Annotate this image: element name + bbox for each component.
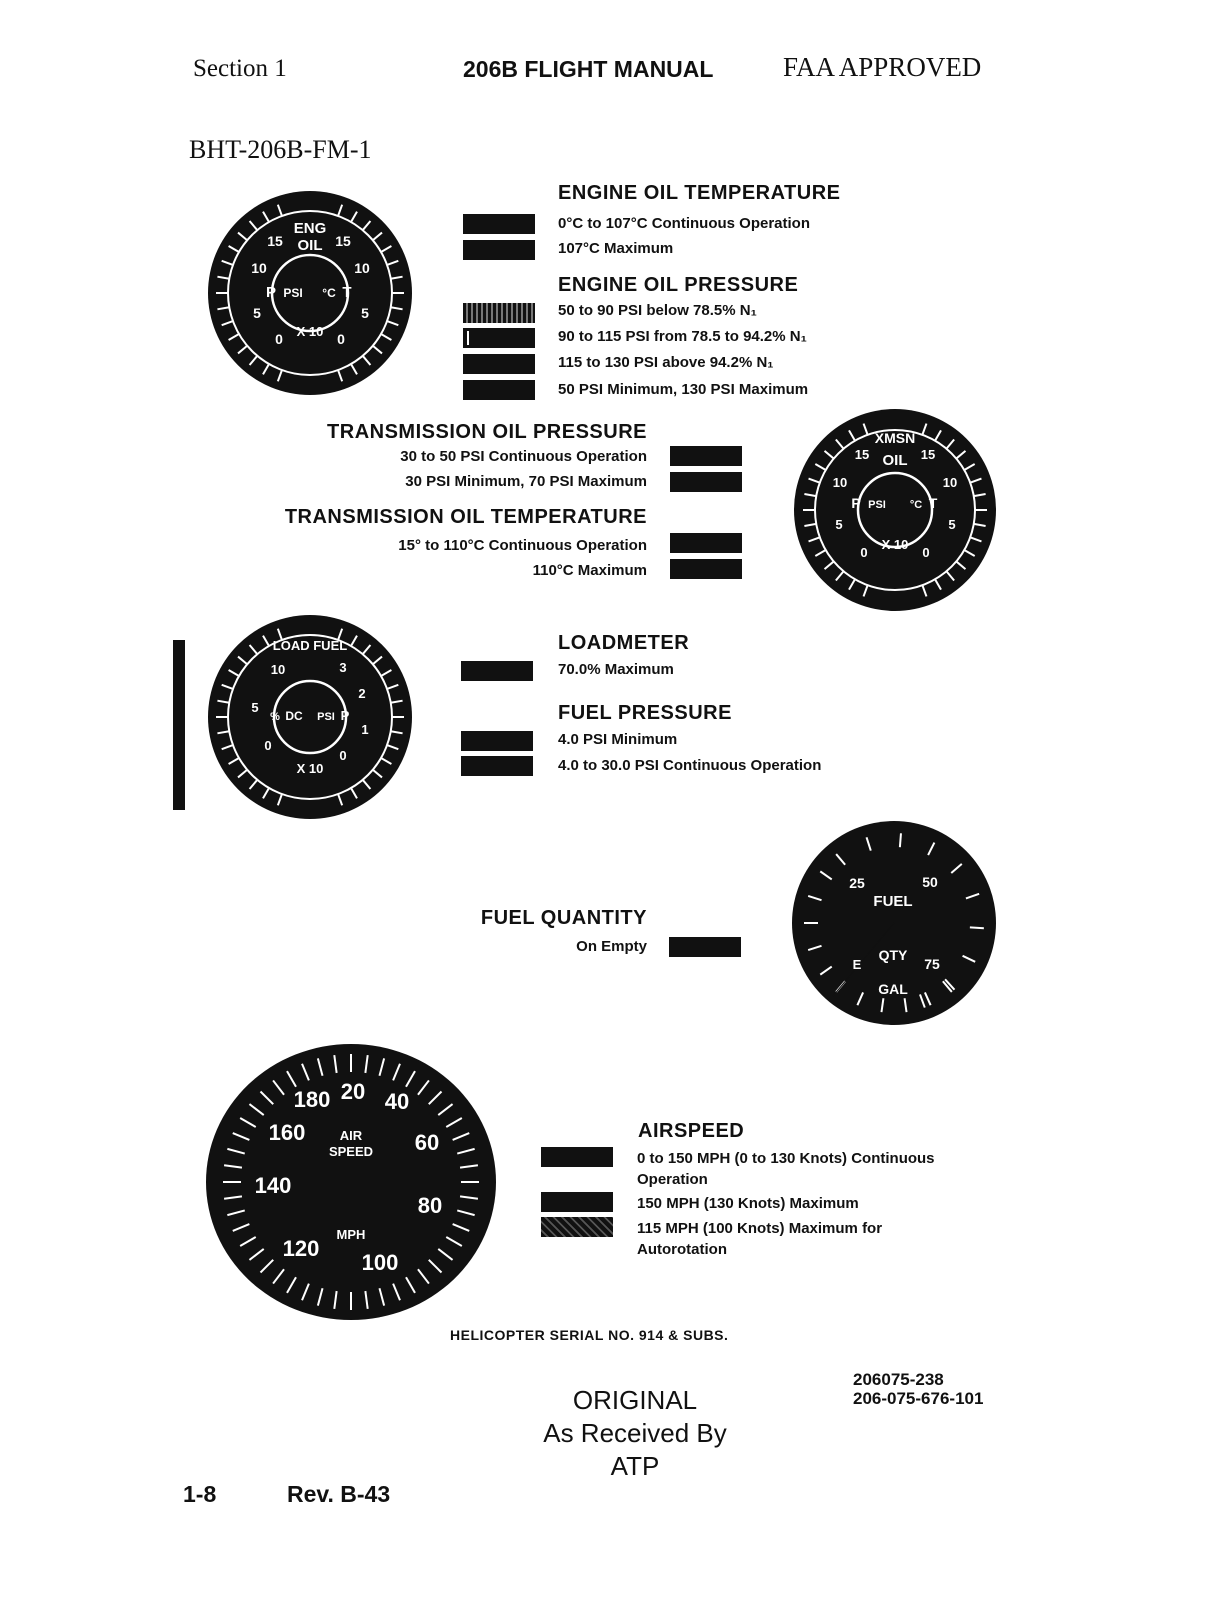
gauge-label-t: T (928, 495, 938, 511)
limit-line: Autorotation (637, 1241, 727, 1258)
tick-label: 1 (361, 722, 369, 737)
loadmeter-fuel-pressure-gauge (205, 612, 415, 822)
limit-swatch-green (463, 214, 535, 234)
limit-swatch-red (461, 661, 533, 681)
gauge-label-degc: °C (322, 286, 336, 300)
gauge-label-fuel: FUEL (873, 893, 913, 910)
limit-swatch-green (670, 533, 742, 553)
gauge-label-eng: ENG (293, 220, 327, 237)
tick-label: 5 (361, 305, 369, 321)
limit-line: 30 to 50 PSI Continuous Operation (400, 448, 647, 465)
doc-id: BHT-206B-FM-1 (189, 135, 372, 164)
tick-label: 20 (340, 1079, 366, 1104)
limit-swatch-autorotation (541, 1217, 613, 1237)
tick-label: 10 (251, 260, 267, 276)
tick-label: 0 (264, 738, 272, 753)
limit-line: 115 MPH (100 Knots) Maximum for (637, 1220, 883, 1237)
limit-line: 30 PSI Minimum, 70 PSI Maximum (405, 473, 647, 490)
tick-label: 15 (335, 233, 351, 249)
gauge-label-air: AIR (339, 1128, 363, 1143)
tick-label: 0 (275, 331, 283, 347)
limit-line: 70.0% Maximum (558, 661, 674, 678)
tick-label: 140 (254, 1173, 292, 1198)
limit-line: 107°C Maximum (558, 240, 674, 257)
fuel-qty-title: FUEL QUANTITY (480, 907, 647, 929)
tick-label: 0 (337, 331, 345, 347)
limit-line: On Empty (576, 938, 647, 955)
tick-label: 2 (358, 686, 366, 701)
gauge-label-oil: OIL (297, 237, 323, 254)
limit-swatch-red (541, 1192, 613, 1212)
tick-label: E (852, 957, 862, 972)
tick-label: 180 (293, 1087, 331, 1112)
gauge-scale: X 10 (296, 324, 324, 339)
engine-oil-gauge (205, 188, 415, 398)
tick-label: 5 (253, 305, 261, 321)
gauge-label-psi: PSI (868, 499, 886, 511)
limit-line: 0 to 150 MPH (0 to 130 Knots) Continuous (637, 1150, 935, 1167)
tick-label: 80 (417, 1193, 443, 1218)
gauge-tick (970, 927, 984, 928)
tick-label: 160 (268, 1120, 306, 1145)
limit-swatch-yellow (463, 303, 535, 323)
gauge-label-mph: MPH (336, 1227, 366, 1242)
manual-title: 206B FLIGHT MANUAL (463, 56, 714, 82)
gauge-label-pct: % (270, 711, 280, 723)
limit-line: 15° to 110°C Continuous Operation (398, 537, 647, 554)
eng-oil-press-title: ENGINE OIL PRESSURE (558, 274, 799, 296)
gauge-tick (900, 833, 901, 847)
limit-swatch-red (670, 472, 742, 492)
tick-label: 10 (942, 475, 958, 490)
gauge-label-speed: SPEED (328, 1144, 374, 1159)
stamp-line: ATP (610, 1451, 660, 1481)
gauge-label-psi: PSI (317, 711, 335, 723)
tick-label: 120 (282, 1236, 320, 1261)
received-stamp (500, 1384, 770, 1483)
gauge-label-oil: OIL (882, 452, 908, 469)
tick-label: 40 (384, 1089, 410, 1114)
part-number-2: 206-075-676-101 (853, 1389, 984, 1408)
tick-label: 15 (854, 447, 870, 462)
tick-label: 10 (832, 475, 848, 490)
limit-swatch-yellow (463, 354, 535, 374)
loadmeter-title: LOADMETER (558, 632, 690, 654)
tick-label: 100 (361, 1250, 399, 1275)
tick-label: 5 (948, 517, 956, 532)
airspeed-gauge (205, 1043, 497, 1321)
gauge-label-qty: QTY (878, 947, 908, 963)
tick-label: 50 (922, 874, 938, 890)
tick-label: 0 (860, 545, 868, 560)
tick-label: 75 (924, 956, 940, 972)
limit-line: Operation (637, 1171, 708, 1188)
gauge-label-gal: GAL (878, 981, 908, 997)
limit-line: 4.0 to 30.0 PSI Continuous Operation (558, 757, 822, 774)
gauge-label-xmsn: XMSN (874, 430, 916, 446)
gauge-label-p: P (340, 708, 350, 723)
airspeed-title: AIRSPEED (638, 1120, 745, 1142)
limit-swatch-green (670, 446, 742, 466)
page-number: 1-8 (183, 1481, 217, 1507)
limit-swatch-red (669, 937, 741, 957)
limit-line: 0°C to 107°C Continuous Operation (558, 215, 811, 232)
serial-note: HELICOPTER SERIAL NO. 914 & SUBS. (450, 1327, 729, 1343)
limit-line: 150 MPH (130 Knots) Maximum (637, 1195, 859, 1212)
limit-line: 50 PSI Minimum, 130 PSI Maximum (558, 381, 809, 398)
gauge-label-t: T (342, 284, 352, 301)
fuel-press-title: FUEL PRESSURE (558, 702, 732, 724)
fuel-quantity-gauge (791, 820, 997, 1026)
xmsn-oil-temp-title: TRANSMISSION OIL TEMPERATURE (284, 506, 647, 528)
limit-swatch-green (461, 756, 533, 776)
gauge-label-p: P (265, 284, 277, 301)
limit-swatch-red (670, 559, 742, 579)
limit-line: 115 to 130 PSI above 94.2% N₁ (558, 354, 774, 371)
limit-swatch-green (463, 328, 535, 348)
stamp-line: ORIGINAL (572, 1385, 698, 1415)
revision-bar (173, 640, 185, 810)
limit-line: 50 to 90 PSI below 78.5% N₁ (558, 302, 757, 319)
approval-label: FAA APPROVED (783, 52, 982, 82)
tick-label: 5 (251, 700, 259, 715)
gauge-scale: X 10 (296, 761, 324, 776)
limit-line: 4.0 PSI Minimum (558, 731, 678, 748)
tick-label: 10 (354, 260, 370, 276)
gauge-scale: X 10 (881, 537, 909, 552)
limit-line: 110°C Maximum (532, 562, 647, 579)
limit-swatch-green (541, 1147, 613, 1167)
limit-swatch-red (463, 240, 535, 260)
gauge-label-p: P (851, 495, 861, 511)
limit-swatch-red (463, 380, 535, 400)
gauge-label-psi: PSI (283, 286, 303, 300)
revision-label: Rev. B-43 (287, 1481, 391, 1507)
tick-label: 0 (339, 748, 347, 763)
section-label: Section 1 (193, 55, 287, 82)
tick-label: 25 (849, 875, 865, 891)
tick-label: 10 (270, 662, 286, 677)
tick-label: 15 (920, 447, 936, 462)
transmission-oil-gauge (792, 407, 998, 613)
eng-oil-temp-title: ENGINE OIL TEMPERATURE (558, 182, 841, 204)
limit-line: 90 to 115 PSI from 78.5 to 94.2% N₁ (558, 328, 807, 345)
gauge-label-dc: DC (285, 709, 303, 723)
xmsn-oil-press-title: TRANSMISSION OIL PRESSURE (327, 421, 647, 443)
tick-label: 15 (267, 233, 283, 249)
part-number-1: 206075-238 (853, 1370, 944, 1389)
stamp-line: As Received By (543, 1418, 727, 1448)
limit-swatch-red (461, 731, 533, 751)
gauge-label-load-fuel: LOAD FUEL (272, 638, 348, 653)
gauge-label-degc: °C (909, 499, 923, 511)
tick-label: 5 (835, 517, 843, 532)
tick-label: 0 (922, 545, 930, 560)
tick-label: 60 (414, 1130, 440, 1155)
tick-label: 3 (339, 660, 347, 675)
